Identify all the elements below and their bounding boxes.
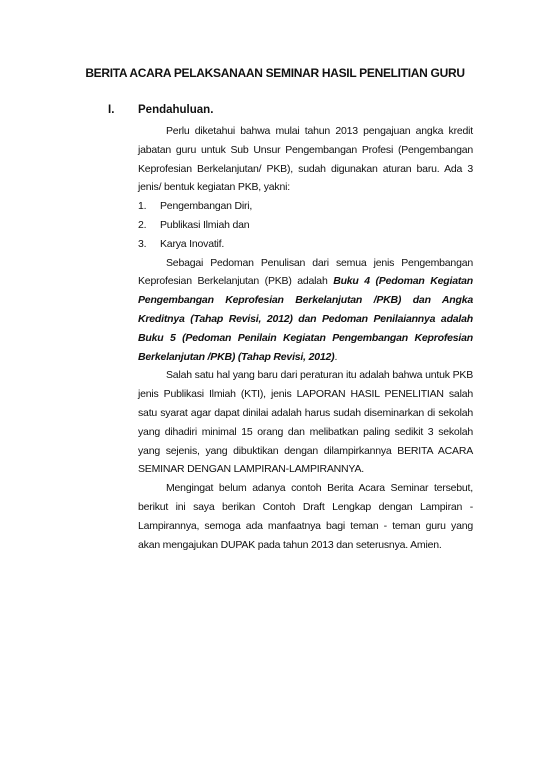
- list-item-number: 2.: [138, 218, 147, 231]
- list-item-number: 3.: [138, 237, 147, 250]
- guideline-paragraph: [138, 254, 473, 367]
- document-title: BERITA ACARA PELAKSANAAN SEMINAR HASIL PENELITIAN GURU: [85, 66, 465, 80]
- section-title: Pendahuluan.: [138, 104, 214, 116]
- section-heading: [108, 104, 213, 116]
- document-body: [138, 122, 473, 554]
- list-item: [138, 216, 473, 235]
- list-item-text: Karya Inovatif.: [160, 237, 225, 250]
- section-number: I.: [108, 104, 115, 116]
- guideline-emphasis-text: Buku 4 (Pedoman Kegiatan Pengembangan Keprofesian Berkelanjutan /PKB) dan Angka Kreditnya (Tahap Revisi, 2012) dan Pedoman Penilaiannya adalah Buku 5 (Pedoman Penilain Kegiatan Pengembangan Keprofesian Berkelanjutan /PKB) (Tahap Revisi, 2012): [138, 275, 473, 363]
- intro-paragraph: Perlu diketahui bahwa mulai tahun 2013 pengajuan angka kredit jabatan guru untuk Sub Unsur Pengembangan Profesi (Pengembangan Keprofesian Berkelanjutan/ PKB), sudah digunakan aturan baru. Ada 3 jenis/ bentuk kegiatan PKB, yakni:: [138, 125, 473, 194]
- guideline-lead-text: Sebagai Pedoman Penulisan dari semua jenis Pengembangan Keprofesian Berkelanjutan (PKB) adalah: [138, 256, 473, 288]
- regulation-paragraph: Salah satu hal yang baru dari peraturan itu adalah bahwa untuk PKB jenis Publikasi Ilmiah (KTI), jenis LAPORAN HASIL PENELITIAN salah satu syarat agar dapat dinilai adalah harus sudah diseminarkan di sekolah yang dihadiri minimal 15 orang dan melibatkan paling sedikit 3 sekolah yang sejenis, yang dibuktikan dengan dilampirkannya BERITA ACARA SEMINAR DENGAN LAMPIRAN-LAMPIRANNYA.: [138, 369, 473, 476]
- pkb-activity-list: [138, 197, 473, 253]
- guideline-tail-text: .: [334, 350, 338, 363]
- list-item: [138, 235, 473, 254]
- list-item-text: Pengembangan Diri,: [160, 200, 253, 213]
- list-item-text: Publikasi Ilmiah dan: [160, 218, 250, 231]
- list-item: [138, 197, 473, 216]
- list-item-number: 1.: [138, 200, 147, 213]
- closing-paragraph: Mengingat belum adanya contoh Berita Acara Seminar tersebut, berikut ini saya berikan Contoh Draft Lengkap dengan Lampiran - Lampirannya, semoga ada manfaatnya bagi teman - teman guru yang akan mengajukan DUPAK pada tahun 2013 dan seterusnya. Amien.: [138, 482, 473, 551]
